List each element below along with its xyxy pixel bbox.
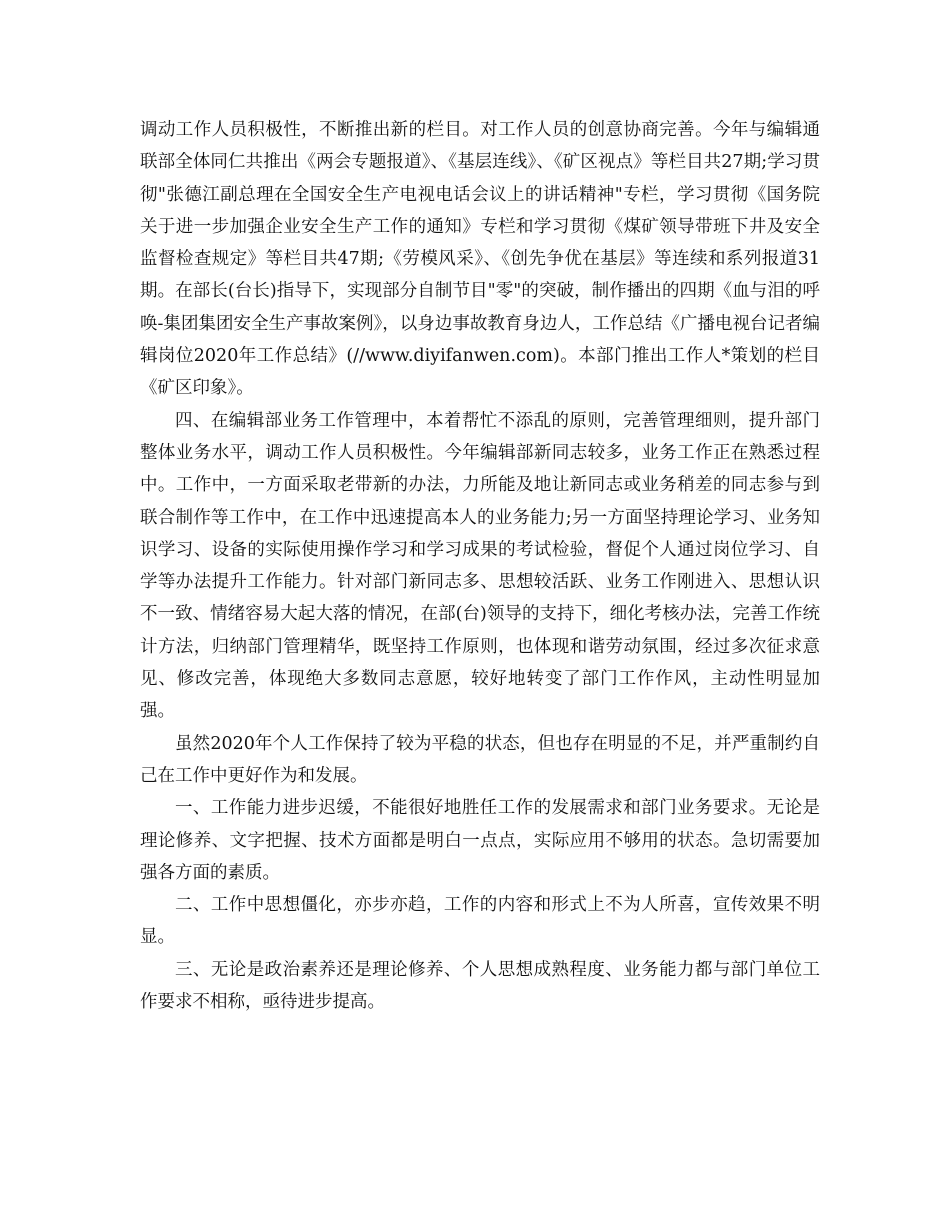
paragraph-continuation: 调动工作人员积极性，不断推出新的栏目。对工作人员的创意协商完善。今年与编辑通联部全体同仁共推出《两会专题报道》、《基层连线》、《矿区视点》等栏目共27期;学习贯彻"张德江副总理在全国安全生产电视电话会议上的讲话精神"专栏，学习贯彻《国务院关于进一步加强企业安全生产工作的通知》专栏和学习贯彻《煤矿领导带班下井及安全监督检查规定》等栏目共47期;《劳模风采》、《创先争优在基层》等连续和系列报道31期。在部长(台长)指导下，实现部分自制节目"零"的突破，制作播出的四期《血与泪的呼唤-集团集团安全生产事故案例》，以身边事故教育身边人，工作总结《广播电视台记者编辑岗位2020年工作总结》(//www.diyifanwen.com)。本部门推出工作人*策划的栏目《矿区印象》。: [140, 120, 820, 399]
paragraph-shortcoming-three: 三、无论是政治素养还是理论修养、个人思想成熟程度、业务能力都与部门单位工作要求不相称，亟待进步提高。: [140, 959, 820, 1013]
paragraph-section-four: 四、在编辑部业务工作管理中，本着帮忙不添乱的原则，完善管理细则，提升部门整体业务水平，调动工作人员积极性。今年编辑部新同志较多，业务工作正在熟悉过程中。工作中，一方面采取老带新的办法，力所能及地让新同志或业务稍差的同志参与到联合制作等工作中，在工作中迅速提高本人的业务能力;另一方面坚持理论学习、业务知识学习、设备的实际使用操作学习和学习成果的考试检验，督促个人通过岗位学习、自学等办法提升工作能力。针对部门新同志多、思想较活跃、业务工作刚进入、思想认识不一致、情绪容易大起大落的情况，在部(台)领导的支持下，细化考核办法，完善工作统计方法，归纳部门管理精华，既坚持工作原则，也体现和谐劳动氛围，经过多次征求意见、修改完善，体现绝大多数同志意愿，较好地转变了部门工作作风，主动性明显加强。: [140, 410, 820, 722]
paragraph-shortcoming-two: 二、工作中思想僵化，亦步亦趋，工作的内容和形式上不为人所喜，宣传效果不明显。: [140, 895, 820, 948]
paragraph-shortcomings-intro: 虽然2020年个人工作保持了较为平稳的状态，但也存在明显的不足，并严重制约自己在工作中更好作为和发展。: [140, 733, 820, 786]
paragraph-shortcoming-one: 一、工作能力进步迟缓，不能很好地胜任工作的发展需求和部门业务要求。无论是理论修养、文字把握、技术方面都是明白一点点，实际应用不够用的状态。急切需要加强各方面的素质。: [140, 798, 820, 883]
document-body: [140, 114, 820, 1018]
